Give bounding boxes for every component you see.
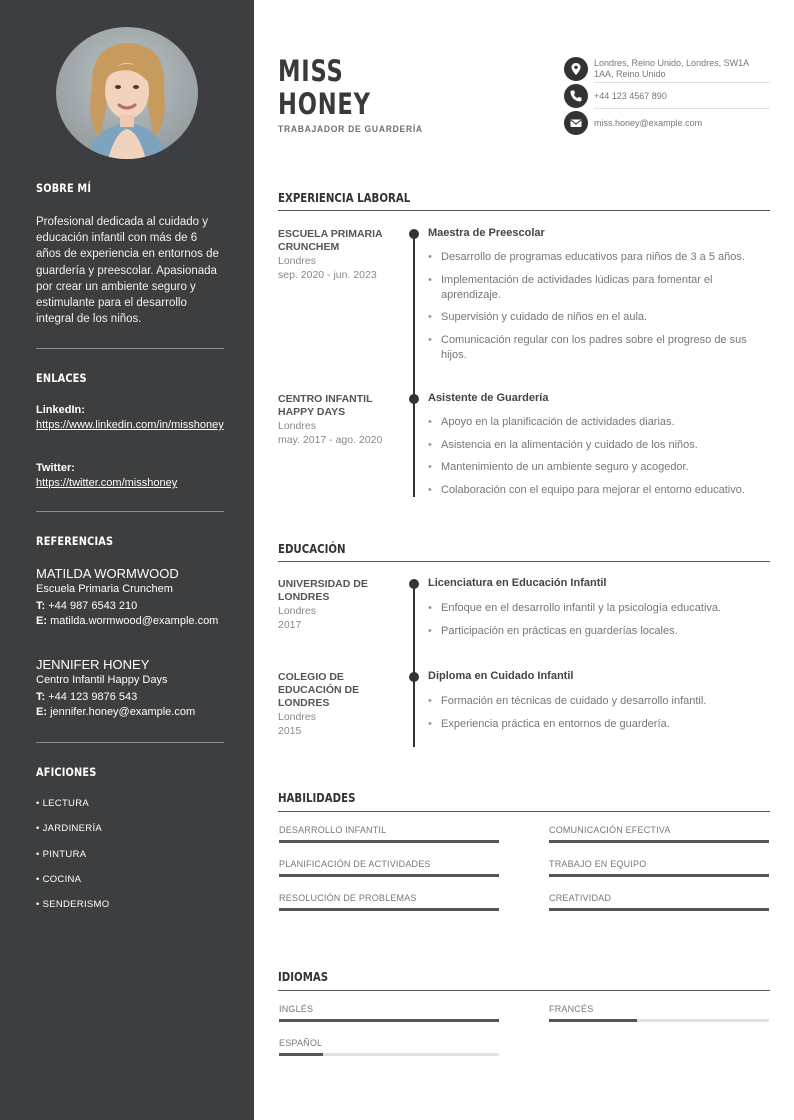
language-name: FRANCÉS xyxy=(549,1004,594,1014)
skill-name: COMUNICACIÓN EFECTIVA xyxy=(549,825,671,835)
skill-name: RESOLUCIÓN DE PROBLEMAS xyxy=(279,893,417,903)
name-line2: HONEY xyxy=(278,87,371,121)
contact-divider xyxy=(594,82,770,83)
twitter-link[interactable]: https://twitter.com/misshoney xyxy=(36,477,178,489)
list-item: • Enfoque en el desarrollo infantil y la psicología educativa. xyxy=(428,601,773,616)
phone-icon xyxy=(564,84,588,108)
skill-name: CREATIVIDAD xyxy=(549,893,612,903)
link-twitter xyxy=(36,462,224,491)
timeline-dot xyxy=(409,579,419,589)
hobbies-heading: AFICIONES xyxy=(36,765,97,779)
section-rule xyxy=(278,990,770,991)
about-section xyxy=(36,181,224,195)
experience-bullets xyxy=(428,415,773,505)
list-item: • Participación en prácticas en guarderías locales. xyxy=(428,624,773,639)
section-rule xyxy=(278,561,770,562)
reference-org: Centro Infantil Happy Days xyxy=(36,674,168,686)
profile-photo xyxy=(56,27,198,159)
email-label: E: xyxy=(36,615,47,627)
link-label: Twitter: xyxy=(36,462,75,474)
phone-label: T: xyxy=(36,691,46,703)
skill-fill xyxy=(279,874,499,877)
language-item xyxy=(279,1038,499,1048)
skill-item xyxy=(549,825,769,835)
reference-item xyxy=(36,566,224,629)
experience-bullets xyxy=(428,250,773,370)
experience-title: Maestra de Preescolar xyxy=(428,227,545,239)
reference-email-value[interactable]: matilda.wormwood@example.com xyxy=(50,615,219,627)
education-location: Londres xyxy=(278,711,316,723)
hobby-item: • LECTURA xyxy=(36,798,90,809)
language-fill xyxy=(279,1019,499,1022)
experience-heading: EXPERIENCIA LABORAL xyxy=(278,191,411,205)
education-org-block xyxy=(278,671,398,738)
list-item: • Mantenimiento de un ambiente seguro y acogedor. xyxy=(428,460,773,475)
reference-phone xyxy=(36,690,224,705)
timeline-dot xyxy=(409,672,419,682)
language-bar xyxy=(279,1019,499,1022)
language-fill xyxy=(549,1019,637,1022)
reference-phone-value: +44 987 6543 210 xyxy=(48,600,138,612)
list-item: • Asistencia en la alimentación y cuidado de los niños. xyxy=(428,438,773,453)
experience-org-block xyxy=(278,393,398,447)
reference-org: Escuela Primaria Crunchem xyxy=(36,583,173,595)
sidebar-divider xyxy=(36,511,224,512)
contact-email-text[interactable]: miss.honey@example.com xyxy=(594,118,703,128)
education-bullets xyxy=(428,601,773,646)
references-section xyxy=(36,534,224,548)
reference-email-value[interactable]: jennifer.honey@example.com xyxy=(50,706,196,718)
list-item: • Colaboración con el equipo para mejorar el entorno educativo. xyxy=(428,483,773,498)
skill-item xyxy=(279,859,499,869)
links-heading: ENLACES xyxy=(36,371,87,385)
language-name: ESPAÑOL xyxy=(279,1038,323,1048)
education-title: Diploma en Cuidado Infantil xyxy=(428,670,574,682)
skill-fill xyxy=(549,908,769,911)
hobby-item: • SENDERISMO xyxy=(36,899,110,911)
reference-email xyxy=(36,705,224,720)
list-item: • Experiencia práctica en entornos de guardería. xyxy=(428,717,773,732)
language-bar xyxy=(549,1019,769,1022)
hobby-item: • PINTURA xyxy=(36,848,87,860)
sidebar-divider xyxy=(36,348,224,349)
list-item: • Formación en técnicas de cuidado y desarrollo infantil. xyxy=(428,694,773,709)
skill-fill xyxy=(279,840,499,843)
sidebar-divider xyxy=(36,742,224,743)
skill-fill xyxy=(549,840,769,843)
reference-phone xyxy=(36,599,224,614)
reference-item xyxy=(36,657,224,720)
phone-label: T: xyxy=(36,600,46,612)
skill-bar xyxy=(279,840,499,843)
skill-bar xyxy=(279,908,499,911)
skill-bar xyxy=(549,874,769,877)
education-org-block xyxy=(278,578,398,632)
language-name: INGLÉS xyxy=(279,1004,314,1014)
skill-item xyxy=(549,859,769,869)
skill-fill xyxy=(549,874,769,877)
link-linkedin xyxy=(36,404,224,433)
experience-title: Asistente de Guardería xyxy=(428,392,549,404)
section-rule xyxy=(278,210,770,211)
education-dates: 2015 xyxy=(278,725,302,737)
timeline-dot xyxy=(409,394,419,404)
skill-item xyxy=(279,893,499,903)
about-heading: SOBRE MÍ xyxy=(36,181,92,195)
about-text: Profesional dedicada al cuidado y educación infantil con más de 6 años de experiencia en entornos de guardería y preescolar. Apasionada por crear un ambiente seguro y estimulante para el desarrollo integral de los niños. xyxy=(36,216,219,326)
skills-heading: HABILIDADES xyxy=(278,791,356,805)
list-item: • Comunicación regular con los padres sobre el progreso de sus hijos. xyxy=(428,333,773,363)
section-rule xyxy=(278,811,770,812)
hobby-item: • JARDINERÍA xyxy=(36,823,103,835)
list-item: • Implementación de actividades lúdicas para fomentar el aprendizaje. xyxy=(428,273,773,303)
skill-item xyxy=(279,825,499,835)
skill-bar xyxy=(279,874,499,877)
experience-location: Londres xyxy=(278,420,316,432)
reference-phone-value: +44 123 9876 543 xyxy=(48,691,138,703)
experience-location: Londres xyxy=(278,255,316,267)
education-heading: EDUCACIÓN xyxy=(278,542,346,556)
experience-org-block xyxy=(278,228,398,282)
about-body xyxy=(36,214,224,327)
hobbies-list xyxy=(36,798,224,924)
reference-name: MATILDA WORMWOOD xyxy=(36,566,179,581)
education-title: Licenciatura en Educación Infantil xyxy=(428,577,607,589)
timeline-dot xyxy=(409,229,419,239)
map-pin-icon xyxy=(564,57,588,81)
job-title: TRABAJADOR DE GUARDERÍA xyxy=(278,124,423,135)
education-bullets xyxy=(428,694,773,739)
language-fill xyxy=(279,1053,323,1056)
name-line1: MISS xyxy=(278,54,344,88)
languages-heading: IDIOMAS xyxy=(278,970,329,984)
links-section xyxy=(36,371,224,385)
sidebar xyxy=(0,0,254,1120)
experience-org: CENTRO INFANTIL HAPPY DAYS xyxy=(278,393,373,418)
hobbies-section xyxy=(36,765,224,779)
education-dates: 2017 xyxy=(278,619,302,631)
link-label: LinkedIn: xyxy=(36,404,85,416)
education-location: Londres xyxy=(278,605,316,617)
contact-address-text: Londres, Reino Unido, Londres, SW1A 1AA, Reino Unido xyxy=(594,58,749,79)
skill-bar xyxy=(549,840,769,843)
language-item xyxy=(549,1004,769,1014)
education-org: UNIVERSIDAD DE LONDRES xyxy=(278,578,368,603)
skill-name: DESARROLLO INFANTIL xyxy=(279,825,387,835)
language-bar xyxy=(279,1053,499,1056)
contact-phone-text: +44 123 4567 890 xyxy=(594,91,667,101)
email-icon xyxy=(564,111,588,135)
email-label: E: xyxy=(36,706,47,718)
experience-org: ESCUELA PRIMARIA CRUNCHEM xyxy=(278,228,383,253)
list-item: • Desarrollo de programas educativos para niños de 3 a 5 años. xyxy=(428,250,773,265)
language-item xyxy=(279,1004,499,1014)
linkedin-link[interactable]: https://www.linkedin.com/in/misshoney xyxy=(36,419,224,431)
skill-fill xyxy=(279,908,499,911)
skill-name: PLANIFICACIÓN DE ACTIVIDADES xyxy=(279,859,431,869)
experience-timeline xyxy=(413,232,415,497)
education-timeline xyxy=(413,583,415,747)
list-item: • Supervisión y cuidado de niños en el aula. xyxy=(428,310,773,325)
education-org: COLEGIO DE EDUCACIÓN DE LONDRES xyxy=(278,671,360,709)
reference-email xyxy=(36,614,224,629)
contact-divider xyxy=(594,108,770,109)
skill-item xyxy=(549,893,769,903)
references-heading: REFERENCIAS xyxy=(36,534,114,548)
list-item: • Apoyo en la planificación de actividades diarias. xyxy=(428,415,773,430)
skill-name: TRABAJO EN EQUIPO xyxy=(549,859,647,869)
reference-name: JENNIFER HONEY xyxy=(36,657,150,672)
skill-bar xyxy=(549,908,769,911)
experience-dates: may. 2017 - ago. 2020 xyxy=(278,434,383,446)
hobby-item: • COCINA xyxy=(36,873,82,885)
experience-dates: sep. 2020 - jun. 2023 xyxy=(278,269,377,281)
